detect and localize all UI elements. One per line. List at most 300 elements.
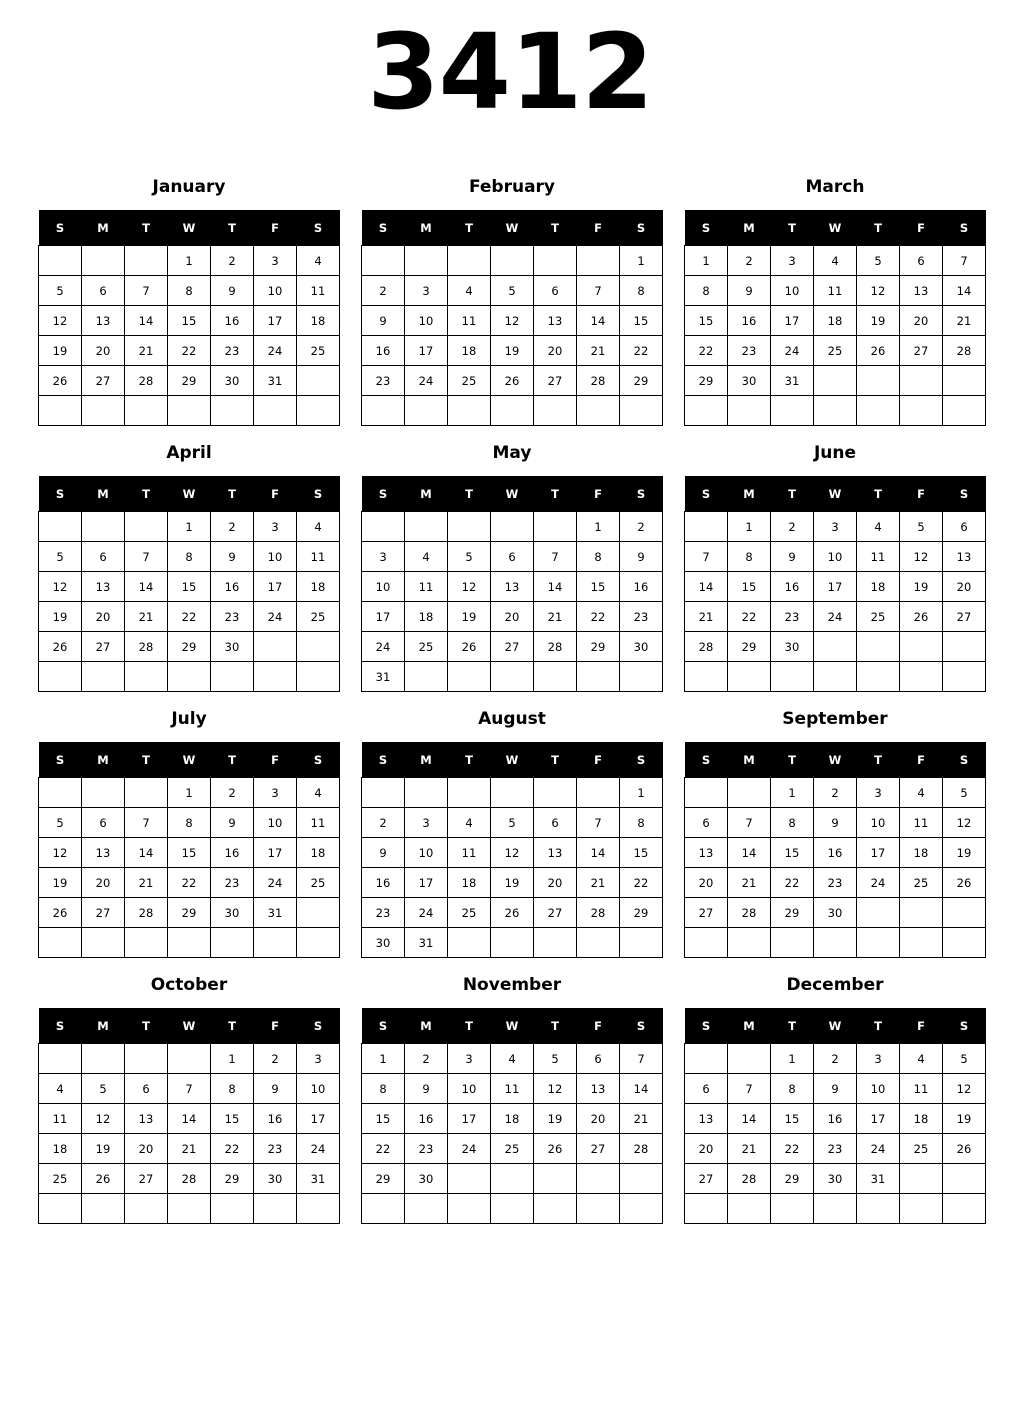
day-cell[interactable]: 17 [254, 306, 297, 336]
day-cell[interactable]: 16 [362, 336, 405, 366]
day-cell[interactable]: 2 [211, 778, 254, 808]
day-cell[interactable]: 18 [491, 1104, 534, 1134]
day-cell[interactable]: 22 [771, 1134, 814, 1164]
day-cell[interactable]: 20 [491, 602, 534, 632]
day-cell[interactable]: 31 [857, 1164, 900, 1194]
day-cell[interactable]: 15 [362, 1104, 405, 1134]
day-cell[interactable]: 6 [685, 808, 728, 838]
day-cell[interactable]: 1 [362, 1044, 405, 1074]
day-cell[interactable]: 7 [620, 1044, 663, 1074]
day-cell[interactable]: 25 [405, 632, 448, 662]
day-cell[interactable]: 3 [448, 1044, 491, 1074]
day-cell[interactable]: 10 [857, 1074, 900, 1104]
day-cell[interactable]: 19 [943, 1104, 986, 1134]
day-cell[interactable]: 28 [534, 632, 577, 662]
day-cell[interactable]: 2 [211, 512, 254, 542]
day-cell[interactable]: 17 [254, 838, 297, 868]
day-cell[interactable]: 2 [405, 1044, 448, 1074]
day-cell[interactable]: 30 [211, 898, 254, 928]
day-cell[interactable]: 23 [620, 602, 663, 632]
day-cell[interactable]: 24 [448, 1134, 491, 1164]
day-cell[interactable]: 19 [39, 868, 82, 898]
day-cell[interactable]: 22 [211, 1134, 254, 1164]
day-cell[interactable]: 24 [857, 1134, 900, 1164]
day-cell[interactable]: 20 [125, 1134, 168, 1164]
day-cell[interactable]: 3 [254, 512, 297, 542]
day-cell[interactable]: 6 [534, 808, 577, 838]
day-cell[interactable]: 28 [728, 898, 771, 928]
day-cell[interactable]: 29 [168, 366, 211, 396]
day-cell[interactable]: 1 [168, 246, 211, 276]
day-cell[interactable]: 9 [211, 808, 254, 838]
day-cell[interactable]: 13 [82, 838, 125, 868]
day-cell[interactable]: 28 [943, 336, 986, 366]
day-cell[interactable]: 4 [297, 246, 340, 276]
day-cell[interactable]: 9 [771, 542, 814, 572]
day-cell[interactable]: 5 [82, 1074, 125, 1104]
day-cell[interactable]: 26 [900, 602, 943, 632]
day-cell[interactable]: 15 [577, 572, 620, 602]
day-cell[interactable]: 14 [943, 276, 986, 306]
day-cell[interactable]: 13 [491, 572, 534, 602]
day-cell[interactable]: 25 [297, 868, 340, 898]
day-cell[interactable]: 25 [900, 1134, 943, 1164]
day-cell[interactable]: 18 [297, 572, 340, 602]
day-cell[interactable]: 28 [125, 632, 168, 662]
day-cell[interactable]: 19 [900, 572, 943, 602]
day-cell[interactable]: 8 [620, 808, 663, 838]
day-cell[interactable]: 6 [534, 276, 577, 306]
day-cell[interactable]: 16 [620, 572, 663, 602]
day-cell[interactable]: 3 [857, 1044, 900, 1074]
day-cell[interactable]: 14 [620, 1074, 663, 1104]
day-cell[interactable]: 14 [125, 838, 168, 868]
day-cell[interactable]: 24 [254, 602, 297, 632]
day-cell[interactable]: 29 [620, 898, 663, 928]
day-cell[interactable]: 18 [448, 868, 491, 898]
day-cell[interactable]: 8 [211, 1074, 254, 1104]
day-cell[interactable]: 21 [620, 1104, 663, 1134]
day-cell[interactable]: 5 [534, 1044, 577, 1074]
day-cell[interactable]: 3 [405, 276, 448, 306]
day-cell[interactable]: 17 [814, 572, 857, 602]
day-cell[interactable]: 18 [857, 572, 900, 602]
day-cell[interactable]: 14 [728, 838, 771, 868]
day-cell[interactable]: 12 [943, 1074, 986, 1104]
day-cell[interactable]: 23 [362, 898, 405, 928]
day-cell[interactable]: 24 [857, 868, 900, 898]
day-cell[interactable]: 11 [814, 276, 857, 306]
day-cell[interactable]: 1 [577, 512, 620, 542]
day-cell[interactable]: 29 [620, 366, 663, 396]
day-cell[interactable]: 5 [448, 542, 491, 572]
day-cell[interactable]: 5 [900, 512, 943, 542]
day-cell[interactable]: 23 [211, 602, 254, 632]
day-cell[interactable]: 12 [39, 838, 82, 868]
day-cell[interactable]: 12 [491, 306, 534, 336]
day-cell[interactable]: 28 [125, 366, 168, 396]
day-cell[interactable]: 21 [168, 1134, 211, 1164]
day-cell[interactable]: 24 [297, 1134, 340, 1164]
day-cell[interactable]: 3 [254, 246, 297, 276]
day-cell[interactable]: 16 [728, 306, 771, 336]
day-cell[interactable]: 19 [448, 602, 491, 632]
day-cell[interactable]: 4 [448, 276, 491, 306]
day-cell[interactable]: 21 [125, 868, 168, 898]
day-cell[interactable]: 5 [857, 246, 900, 276]
day-cell[interactable]: 16 [814, 838, 857, 868]
day-cell[interactable]: 22 [771, 868, 814, 898]
day-cell[interactable]: 29 [728, 632, 771, 662]
day-cell[interactable]: 14 [125, 572, 168, 602]
day-cell[interactable]: 14 [685, 572, 728, 602]
day-cell[interactable]: 11 [448, 306, 491, 336]
day-cell[interactable]: 8 [168, 276, 211, 306]
day-cell[interactable]: 18 [448, 336, 491, 366]
day-cell[interactable]: 10 [254, 276, 297, 306]
day-cell[interactable]: 26 [39, 632, 82, 662]
day-cell[interactable]: 8 [771, 1074, 814, 1104]
day-cell[interactable]: 27 [534, 366, 577, 396]
day-cell[interactable]: 6 [685, 1074, 728, 1104]
day-cell[interactable]: 3 [254, 778, 297, 808]
day-cell[interactable]: 1 [211, 1044, 254, 1074]
day-cell[interactable]: 27 [685, 1164, 728, 1194]
day-cell[interactable]: 15 [168, 306, 211, 336]
day-cell[interactable]: 9 [254, 1074, 297, 1104]
day-cell[interactable]: 8 [685, 276, 728, 306]
day-cell[interactable]: 6 [82, 808, 125, 838]
day-cell[interactable]: 3 [362, 542, 405, 572]
day-cell[interactable]: 4 [857, 512, 900, 542]
day-cell[interactable]: 2 [254, 1044, 297, 1074]
day-cell[interactable]: 8 [771, 808, 814, 838]
day-cell[interactable]: 12 [943, 808, 986, 838]
day-cell[interactable]: 27 [491, 632, 534, 662]
day-cell[interactable]: 15 [211, 1104, 254, 1134]
day-cell[interactable]: 21 [685, 602, 728, 632]
day-cell[interactable]: 11 [900, 808, 943, 838]
day-cell[interactable]: 31 [254, 898, 297, 928]
day-cell[interactable]: 30 [814, 1164, 857, 1194]
day-cell[interactable]: 28 [577, 898, 620, 928]
day-cell[interactable]: 24 [814, 602, 857, 632]
day-cell[interactable]: 6 [491, 542, 534, 572]
day-cell[interactable]: 30 [728, 366, 771, 396]
day-cell[interactable]: 31 [254, 366, 297, 396]
day-cell[interactable]: 26 [491, 366, 534, 396]
day-cell[interactable]: 16 [211, 572, 254, 602]
day-cell[interactable]: 2 [362, 808, 405, 838]
day-cell[interactable]: 14 [168, 1104, 211, 1134]
day-cell[interactable]: 5 [39, 542, 82, 572]
day-cell[interactable]: 25 [39, 1164, 82, 1194]
day-cell[interactable]: 21 [728, 1134, 771, 1164]
day-cell[interactable]: 24 [405, 898, 448, 928]
day-cell[interactable]: 10 [405, 306, 448, 336]
day-cell[interactable]: 9 [362, 838, 405, 868]
day-cell[interactable]: 6 [82, 542, 125, 572]
day-cell[interactable]: 23 [728, 336, 771, 366]
day-cell[interactable]: 3 [857, 778, 900, 808]
day-cell[interactable]: 7 [685, 542, 728, 572]
day-cell[interactable]: 31 [297, 1164, 340, 1194]
day-cell[interactable]: 19 [534, 1104, 577, 1134]
day-cell[interactable]: 3 [297, 1044, 340, 1074]
day-cell[interactable]: 7 [577, 276, 620, 306]
day-cell[interactable]: 8 [168, 808, 211, 838]
day-cell[interactable]: 9 [211, 542, 254, 572]
day-cell[interactable]: 8 [362, 1074, 405, 1104]
day-cell[interactable]: 23 [254, 1134, 297, 1164]
day-cell[interactable]: 10 [448, 1074, 491, 1104]
day-cell[interactable]: 11 [448, 838, 491, 868]
day-cell[interactable]: 18 [297, 306, 340, 336]
day-cell[interactable]: 13 [900, 276, 943, 306]
day-cell[interactable]: 26 [491, 898, 534, 928]
day-cell[interactable]: 4 [297, 512, 340, 542]
day-cell[interactable]: 25 [297, 602, 340, 632]
day-cell[interactable]: 4 [900, 778, 943, 808]
day-cell[interactable]: 12 [534, 1074, 577, 1104]
day-cell[interactable]: 13 [685, 838, 728, 868]
day-cell[interactable]: 31 [405, 928, 448, 958]
day-cell[interactable]: 24 [771, 336, 814, 366]
day-cell[interactable]: 19 [491, 336, 534, 366]
day-cell[interactable]: 23 [211, 868, 254, 898]
day-cell[interactable]: 20 [82, 602, 125, 632]
day-cell[interactable]: 24 [405, 366, 448, 396]
day-cell[interactable]: 30 [814, 898, 857, 928]
day-cell[interactable]: 18 [39, 1134, 82, 1164]
day-cell[interactable]: 20 [82, 868, 125, 898]
day-cell[interactable]: 30 [405, 1164, 448, 1194]
day-cell[interactable]: 25 [491, 1134, 534, 1164]
day-cell[interactable]: 19 [943, 838, 986, 868]
day-cell[interactable]: 24 [362, 632, 405, 662]
day-cell[interactable]: 28 [620, 1134, 663, 1164]
day-cell[interactable]: 1 [168, 512, 211, 542]
day-cell[interactable]: 20 [577, 1104, 620, 1134]
day-cell[interactable]: 26 [943, 868, 986, 898]
day-cell[interactable]: 11 [857, 542, 900, 572]
day-cell[interactable]: 15 [168, 838, 211, 868]
day-cell[interactable]: 28 [728, 1164, 771, 1194]
day-cell[interactable]: 3 [814, 512, 857, 542]
day-cell[interactable]: 7 [168, 1074, 211, 1104]
day-cell[interactable]: 16 [211, 838, 254, 868]
day-cell[interactable]: 26 [39, 898, 82, 928]
day-cell[interactable]: 19 [82, 1134, 125, 1164]
day-cell[interactable]: 1 [728, 512, 771, 542]
day-cell[interactable]: 7 [125, 808, 168, 838]
day-cell[interactable]: 9 [405, 1074, 448, 1104]
day-cell[interactable]: 23 [405, 1134, 448, 1164]
day-cell[interactable]: 5 [491, 276, 534, 306]
day-cell[interactable]: 4 [448, 808, 491, 838]
day-cell[interactable]: 10 [254, 542, 297, 572]
day-cell[interactable]: 26 [534, 1134, 577, 1164]
day-cell[interactable]: 25 [857, 602, 900, 632]
day-cell[interactable]: 13 [577, 1074, 620, 1104]
day-cell[interactable]: 18 [814, 306, 857, 336]
day-cell[interactable]: 8 [620, 276, 663, 306]
day-cell[interactable]: 7 [577, 808, 620, 838]
day-cell[interactable]: 29 [685, 366, 728, 396]
day-cell[interactable]: 23 [211, 336, 254, 366]
day-cell[interactable]: 2 [814, 778, 857, 808]
day-cell[interactable]: 12 [491, 838, 534, 868]
day-cell[interactable]: 10 [814, 542, 857, 572]
day-cell[interactable]: 15 [771, 1104, 814, 1134]
day-cell[interactable]: 5 [39, 808, 82, 838]
day-cell[interactable]: 28 [168, 1164, 211, 1194]
day-cell[interactable]: 22 [168, 602, 211, 632]
day-cell[interactable]: 11 [39, 1104, 82, 1134]
day-cell[interactable]: 11 [297, 542, 340, 572]
day-cell[interactable]: 11 [491, 1074, 534, 1104]
day-cell[interactable]: 29 [771, 898, 814, 928]
day-cell[interactable]: 19 [39, 336, 82, 366]
day-cell[interactable]: 30 [620, 632, 663, 662]
day-cell[interactable]: 13 [82, 572, 125, 602]
day-cell[interactable]: 12 [857, 276, 900, 306]
day-cell[interactable]: 21 [534, 602, 577, 632]
day-cell[interactable]: 30 [211, 632, 254, 662]
day-cell[interactable]: 8 [728, 542, 771, 572]
day-cell[interactable]: 29 [362, 1164, 405, 1194]
day-cell[interactable]: 30 [771, 632, 814, 662]
day-cell[interactable]: 12 [39, 306, 82, 336]
day-cell[interactable]: 29 [168, 632, 211, 662]
day-cell[interactable]: 6 [577, 1044, 620, 1074]
day-cell[interactable]: 27 [125, 1164, 168, 1194]
day-cell[interactable]: 27 [82, 632, 125, 662]
day-cell[interactable]: 27 [577, 1134, 620, 1164]
day-cell[interactable]: 7 [534, 542, 577, 572]
day-cell[interactable]: 16 [405, 1104, 448, 1134]
day-cell[interactable]: 21 [728, 868, 771, 898]
day-cell[interactable]: 10 [771, 276, 814, 306]
day-cell[interactable]: 28 [685, 632, 728, 662]
day-cell[interactable]: 12 [82, 1104, 125, 1134]
day-cell[interactable]: 14 [728, 1104, 771, 1134]
day-cell[interactable]: 15 [685, 306, 728, 336]
day-cell[interactable]: 18 [900, 838, 943, 868]
day-cell[interactable]: 3 [405, 808, 448, 838]
day-cell[interactable]: 3 [771, 246, 814, 276]
day-cell[interactable]: 1 [771, 1044, 814, 1074]
day-cell[interactable]: 7 [125, 276, 168, 306]
day-cell[interactable]: 7 [728, 1074, 771, 1104]
day-cell[interactable]: 2 [814, 1044, 857, 1074]
day-cell[interactable]: 5 [943, 1044, 986, 1074]
day-cell[interactable]: 2 [211, 246, 254, 276]
day-cell[interactable]: 21 [577, 868, 620, 898]
day-cell[interactable]: 7 [125, 542, 168, 572]
day-cell[interactable]: 2 [362, 276, 405, 306]
day-cell[interactable]: 25 [448, 898, 491, 928]
day-cell[interactable]: 22 [728, 602, 771, 632]
day-cell[interactable]: 22 [685, 336, 728, 366]
day-cell[interactable]: 9 [620, 542, 663, 572]
day-cell[interactable]: 16 [211, 306, 254, 336]
day-cell[interactable]: 29 [771, 1164, 814, 1194]
day-cell[interactable]: 11 [900, 1074, 943, 1104]
day-cell[interactable]: 5 [39, 276, 82, 306]
day-cell[interactable]: 4 [39, 1074, 82, 1104]
day-cell[interactable]: 13 [534, 306, 577, 336]
day-cell[interactable]: 5 [491, 808, 534, 838]
day-cell[interactable]: 17 [857, 1104, 900, 1134]
day-cell[interactable]: 27 [82, 898, 125, 928]
day-cell[interactable]: 25 [900, 868, 943, 898]
day-cell[interactable]: 8 [577, 542, 620, 572]
day-cell[interactable]: 20 [82, 336, 125, 366]
day-cell[interactable]: 14 [577, 306, 620, 336]
day-cell[interactable]: 18 [900, 1104, 943, 1134]
day-cell[interactable]: 16 [771, 572, 814, 602]
day-cell[interactable]: 9 [211, 276, 254, 306]
day-cell[interactable]: 9 [814, 1074, 857, 1104]
day-cell[interactable]: 22 [168, 868, 211, 898]
day-cell[interactable]: 15 [771, 838, 814, 868]
day-cell[interactable]: 29 [577, 632, 620, 662]
day-cell[interactable]: 8 [168, 542, 211, 572]
day-cell[interactable]: 22 [577, 602, 620, 632]
day-cell[interactable]: 15 [620, 838, 663, 868]
day-cell[interactable]: 29 [211, 1164, 254, 1194]
day-cell[interactable]: 6 [900, 246, 943, 276]
day-cell[interactable]: 25 [297, 336, 340, 366]
day-cell[interactable]: 6 [125, 1074, 168, 1104]
day-cell[interactable]: 30 [362, 928, 405, 958]
day-cell[interactable]: 13 [534, 838, 577, 868]
day-cell[interactable]: 1 [685, 246, 728, 276]
day-cell[interactable]: 15 [620, 306, 663, 336]
day-cell[interactable]: 14 [577, 838, 620, 868]
day-cell[interactable]: 13 [125, 1104, 168, 1134]
day-cell[interactable]: 28 [577, 366, 620, 396]
day-cell[interactable]: 4 [491, 1044, 534, 1074]
day-cell[interactable]: 14 [534, 572, 577, 602]
day-cell[interactable]: 27 [900, 336, 943, 366]
day-cell[interactable]: 23 [771, 602, 814, 632]
day-cell[interactable]: 11 [297, 808, 340, 838]
day-cell[interactable]: 17 [405, 868, 448, 898]
day-cell[interactable]: 21 [943, 306, 986, 336]
day-cell[interactable]: 22 [362, 1134, 405, 1164]
day-cell[interactable]: 24 [254, 868, 297, 898]
day-cell[interactable]: 12 [39, 572, 82, 602]
day-cell[interactable]: 27 [943, 602, 986, 632]
day-cell[interactable]: 22 [620, 336, 663, 366]
day-cell[interactable]: 28 [125, 898, 168, 928]
day-cell[interactable]: 12 [900, 542, 943, 572]
day-cell[interactable]: 13 [82, 306, 125, 336]
day-cell[interactable]: 27 [82, 366, 125, 396]
day-cell[interactable]: 4 [297, 778, 340, 808]
day-cell[interactable]: 25 [448, 366, 491, 396]
day-cell[interactable]: 18 [405, 602, 448, 632]
day-cell[interactable]: 2 [771, 512, 814, 542]
day-cell[interactable]: 11 [297, 276, 340, 306]
day-cell[interactable]: 31 [362, 662, 405, 692]
day-cell[interactable]: 5 [943, 778, 986, 808]
day-cell[interactable]: 26 [943, 1134, 986, 1164]
day-cell[interactable]: 26 [82, 1164, 125, 1194]
day-cell[interactable]: 20 [900, 306, 943, 336]
